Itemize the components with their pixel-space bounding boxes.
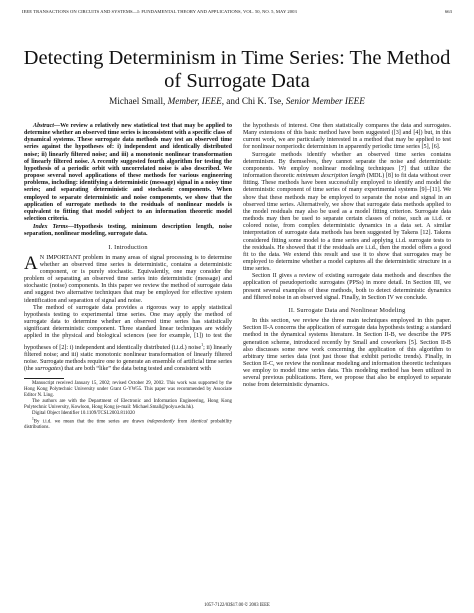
intro-p2-part-c: ) that are both “like” the data being tested and consistent with (60, 366, 211, 373)
footnote-iid-em1: independently (147, 419, 175, 425)
right-column (243, 123, 451, 390)
author-1-role: Member, IEEE, (167, 96, 224, 106)
footnote-iid-a: By i.i.d. we mean that the time series are drawn (33, 419, 148, 425)
paper-title: Detecting Determinism in Time Series: The Method of Surrogate Data (23, 47, 451, 92)
index-terms-label: Index Terms— (33, 224, 74, 231)
footnote-iid-marker: 1 (32, 416, 34, 421)
right-p2-part-a: Surrogate methods identify whether an observed time series contains determinism. By themselves, they cannot separate the noise and deterministic components. We employ nonlinear modeling techniques [7] that utilize the information theoretic (243, 151, 451, 180)
intro-paragraph-2 (24, 305, 232, 373)
footnote-affiliation: The authors are with the Department of Electronic and Information Engineering, Hong Kong Polytechnic University, Kowloon, Hong Kong (e-mail: Michael.Small@polyu.edu.hk). (24, 398, 232, 410)
intro-p2-emphasis: surrogates (35, 366, 61, 373)
running-head (22, 9, 452, 14)
right-paragraph-4: In this section, we review the three main techniques employed in this paper. Section II-A concerns the application of surrogate data hypothesis testing: a standard method in the dynamical systems literature. In Section II-B, we describe the PPS generation scheme, introduced recently by Small and coworkers [5]. Section II-B also discusses some new work concerning the application of this algorithm to arbitrary time series data (not just those that exhibit periodic trends). Finally, in Section II-C, we review the nonlinear modeling and information theoretic techniques we employ to model time series data. This modeling method has been utilized in several previous publications. Here, we propose that also be employed to separate noise from deterministic dynamics. (243, 318, 451, 389)
author-1-name: Michael Small, (109, 96, 166, 106)
footnote-iid-c: probability distributions. (24, 419, 233, 431)
copyright-footer: 1057-7122/03$17.00 © 2003 IEEE (204, 603, 270, 608)
intro-p2-part-b: ; ii) linearly filtered noise; and iii) static monotonic nonlinear transformation of linearly filtered noise. Surrogate methods require one to generate an ensemble of artificial time series (the (24, 344, 232, 373)
journal-header: IEEE TRANSACTIONS ON CIRCUITS AND SYSTEMS—I: FUNDAMENTAL THEORY AND APPLICATIONS, VOL. 50, NO. 5, MAY 2003 (22, 9, 297, 14)
index-terms-text: Hypothesis testing, minimum description length, noise separation, nonlinear modeling, surrogate data. (24, 224, 232, 238)
page-number: 663 (444, 9, 452, 14)
footnote-manuscript: Manuscript received January 15, 2002; revised October 29, 2002. This work was supported by the Hong Kong Polytechnic University under Grant G-YW55. This paper was recommended by Associate Editor N. Ling. (24, 381, 232, 398)
author-line (22, 96, 452, 106)
footnote-marker: 1 (201, 341, 204, 347)
intro-paragraph-1-text: N IMPORTANT problem in many areas of signal processing is to determine whether an observed time series is deterministic, contains a deterministic component, or is purely stochastic. Equivalently, one may consider the problem of separating an observed time series into deterministic (message) and stochastic (noise) components. In this paper we review the method of surrogate data and suggest two alternative techniques that may be employed for effective system identification and separation of signal and noise. (24, 254, 232, 304)
section-heading-introduction: I. Introduction (108, 243, 148, 251)
footnote-iid-em2: identical (190, 419, 208, 425)
abstract-text: We review a relatively new statistical test that may be applied to determine whether an observed time series is inconsistent with a specific class of dynamical systems. These surrogate data methods may test an observed time series against the hypotheses of: i) independent and identically distributed noise; ii) linearly filtered noise; and iii) a monotonic nonlinear transformation of linearly filtered noise. A recently suggested fourth algorithm for testing the hypothesis of a periodic orbit with uncorrelated noise is also described. We propose several novel applications of these methods for various engineering problems, including: identifying a deterministic (message) signal in a noisy time series; and separating deterministic and stochastic components. When employed to separate deterministic and noise components, we show that the application of surrogate methods to the residuals of nonlinear models is equivalent to fitting that model subject to an information theoretic model selection criteria. (24, 123, 232, 223)
drop-cap: A (24, 252, 38, 274)
index-terms (24, 224, 232, 238)
right-p2-part-b: (MDL) [8] to fit data without over fitting. These methods have been successfully employed to identify and model the deterministic component of time series of many experimental systems [9]–[11]. We show that these methods may be employed to separate the noise and signal in an observed time series. Alternatively, we show that surrogate data methods applied to the model residuals may also be used as a model fitting criterion. Surrogate data methods may then be used to separate certain classes of noise, such as i.i.d. or colored noise, from complex deterministic dynamics in a data set. A similar interpretation of surrogate data methods has been suggested by Takens [12]. Takens considered fitting some model to a time series and applying i.i.d. surrogate tests to the residuals. He showed that if the residuals are i.i.d., then the model offers a good fit to the data. We extend this result and use it to show that surrogates may be employed to determine whether a model captures all the deterministic structure in a time series. (243, 173, 451, 273)
right-paragraph-3: Section II gives a review of existing surrogate data methods and describes the application of pseudoperiodic surrogates (PPSs) in more detail. In Section III, we present several examples of these methods, both to detect deterministic dynamics and filtered noise in an observed signal. Finally, in Section IV we conclude. (243, 273, 451, 301)
intro-paragraph-1 (24, 252, 232, 305)
footnote-iid (24, 417, 232, 431)
left-column (24, 123, 232, 431)
intro-p2-part-a: The method of surrogate data provides a rigorous way to apply statistical hypothesis testing to experimental time series. One may apply the method of surrogate data to determine whether an observed time series has statistically significant deterministic component. Three standard linear techniques are widely applied in the physical and biological sciences (see for example, [1]) to test the hypotheses of [2]: i) independent and identically distributed (i.i.d.) noise (24, 304, 232, 351)
author-2-name: and Chi K. Tse, (226, 96, 284, 106)
right-paragraph-2 (243, 152, 451, 274)
abstract (24, 123, 232, 223)
footnotes (24, 381, 232, 431)
right-p2-emphasis: minimum description length (296, 173, 366, 180)
section-heading-surrogate: II. Surrogate Data and Nonlinear Modeling (288, 306, 406, 314)
footnote-doi: Digital Object Identifier 10.1109/TCSI.2003.811020 (32, 410, 135, 416)
abstract-label: Abstract— (33, 123, 61, 129)
right-paragraph-1: the hypothesis of interest. One then statistically compares the data and surrogates. Many extensions of this basic method have been suggested ([3] and [4]) but, in this current work, we are particularly interested in a method that may be applied to test for nonlinear nonperiodic determinism in apparently periodic time series [5], [6]. (243, 123, 451, 151)
footnote-iid-b: from (174, 419, 191, 425)
author-2-role: Senior Member IEEE (285, 96, 365, 106)
footnote-rule (24, 378, 64, 379)
